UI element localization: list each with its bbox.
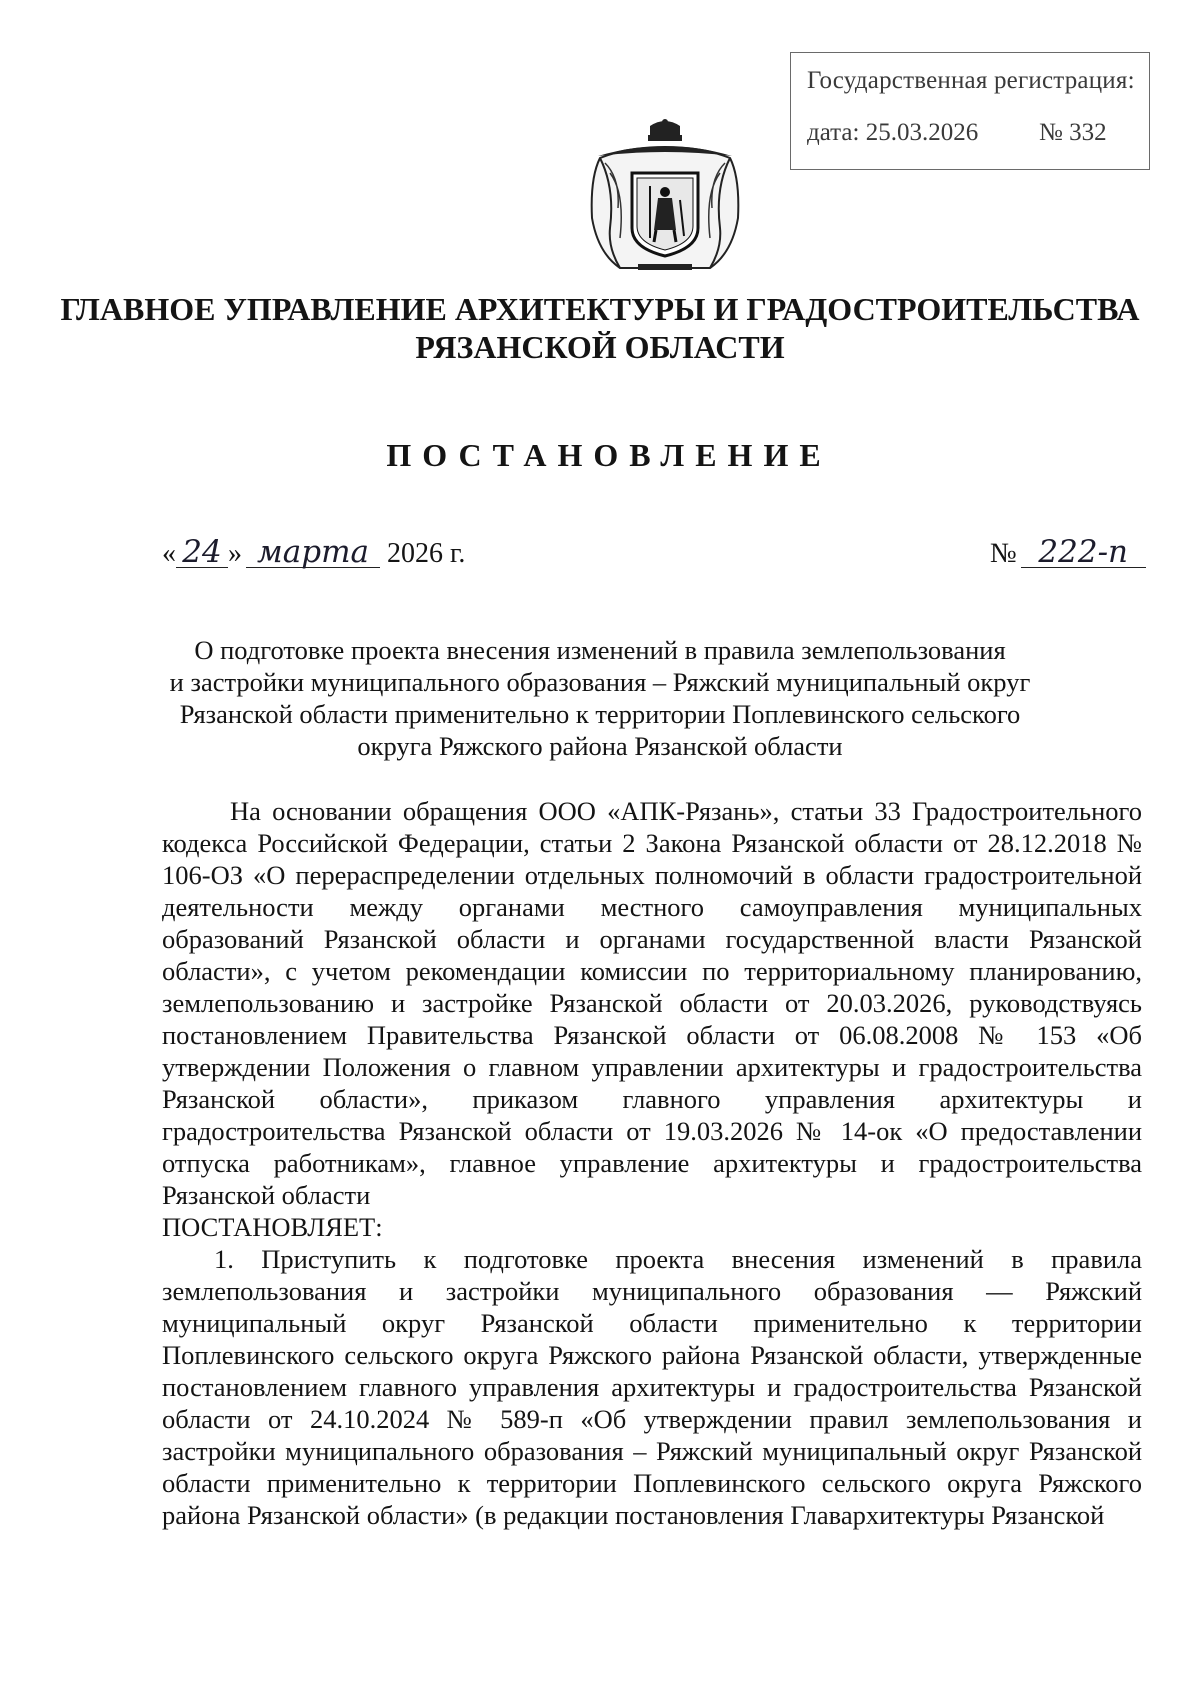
resolves-heading: ПОСТАНОВЛЯЕТ:	[162, 1212, 383, 1242]
agency-name-line-1: ГЛАВНОЕ УПРАВЛЕНИЕ АРХИТЕКТУРЫ И ГРАДОСТРОИТЕЛЬСТВА	[60, 291, 1140, 327]
resolution-number	[990, 534, 1146, 570]
number-value: 222-п	[1021, 537, 1146, 568]
subject-line-4: округа Ряжского района Рязанской области	[357, 731, 843, 761]
document-type: ПОСТАНОВЛЕНИЕ	[386, 437, 832, 473]
subject-line-1: О подготовке проекта внесения изменений в правила землепользования	[194, 635, 1006, 665]
agency-name	[0, 290, 1200, 366]
registration-stamp	[790, 52, 1150, 170]
date-close-quote: »	[228, 538, 242, 569]
registration-number: № 332	[1039, 119, 1107, 146]
date-day: 24	[176, 537, 228, 568]
date-year: 2026 г.	[387, 538, 466, 569]
agency-name-line-2: РЯЗАНСКОЙ ОБЛАСТИ	[415, 329, 785, 365]
document-body	[162, 795, 1142, 1531]
subject-line-2: и застройки муниципального образования – Ряжский муниципальный округ	[169, 667, 1031, 697]
registration-date: дата: 25.03.2026	[807, 119, 979, 146]
clause-1-paragraph: 1. Приступить к подготовке проекта внесения изменений в правила землепользования и застройки муниципального образования — Ряжский муниципальный округ Рязанской области применительно к территории Поплевинского сельского округа Ряжского района Рязанской области, утвержденные постановлением главного управления архитектуры и градостроительства Рязанской области от 24.10.2024 № 589-п «Об утверждении правил землепользования и застройки муниципального образования – Ряжский муниципальный округ Рязанской области применительно к территории Поплевинского сельского округа Ряжского района Рязанской области» (в редакции постановления Главархитектуры Рязанской	[162, 1244, 1142, 1530]
subject-line-3: Рязанской области применительно к территории Поплевинского сельского	[179, 699, 1021, 729]
document-subject	[100, 634, 1100, 762]
ryazan-coat-of-arms-icon	[580, 118, 750, 273]
date-month: марта	[246, 537, 380, 568]
number-label: №	[990, 538, 1017, 569]
registration-title: Государственная регистрация:	[807, 67, 1135, 94]
date-open-quote: «	[162, 538, 176, 569]
resolution-date	[162, 534, 466, 570]
preamble-paragraph: На основании обращения ООО «АПК-Рязань», статьи 33 Градостроительного кодекса Российской Федерации, статьи 2 Закона Рязанской области от 28.12.2018 № 106-ОЗ «О перераспределении отдельных полномочий в области градостроительной деятельности между органами местного самоуправления муниципальных образований Рязанской области и органами государственной власти Рязанской области», с учетом рекомендации комиссии по территориальному планированию, землепользованию и застройке Рязанской области от 20.03.2026, руководствуясь постановлением Правительства Рязанской области от 06.08.2008 № 153 «Об утверждении Положения о главном управлении архитектуры и градостроительства Рязанской области», приказом главного управления архитектуры и градостроительства Рязанской области от 19.03.2026 № 14-ок «О предоставлении отпуска работникам», главное управление архитектуры и градостроительства Рязанской области	[162, 796, 1142, 1210]
